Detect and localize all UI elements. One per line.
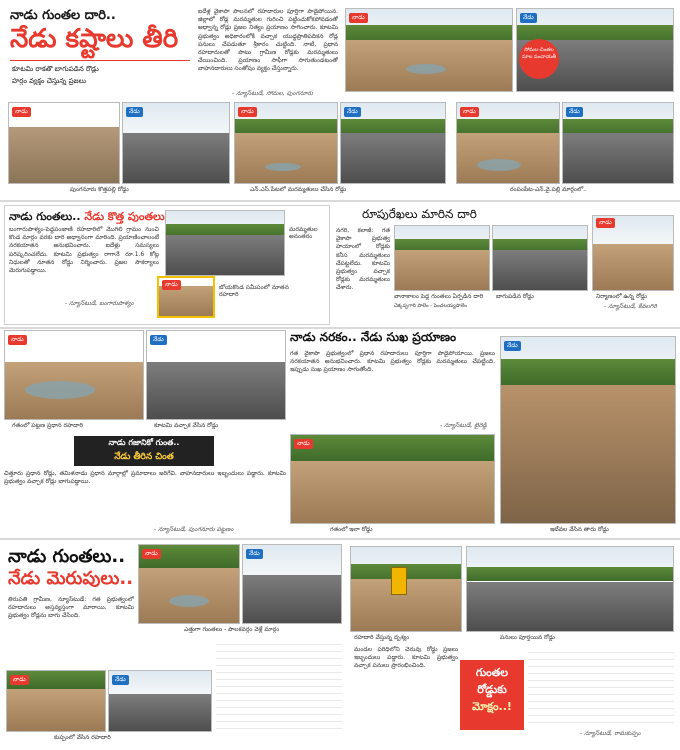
s6-body: తిరుపతి గ్రామీణ, న్యూస్‌టుడే: గత ప్రభుత్వంలో రహదారులు అస్తవ్యస్తంగా మారాయి. కూటమి ప్రభుత్వం రోడ్లను బాగు చేసింది. — [8, 596, 134, 620]
s6-photo-4-tag: నేడు — [112, 675, 129, 685]
s4-box-line-1: నాడు గజానికో గుంత.. — [108, 438, 180, 447]
s4-box — [74, 436, 214, 466]
s2-byline: - న్యూస్‌టుడే, బంగారుపాళ్యం — [65, 300, 134, 307]
s1-photo-6 — [562, 102, 674, 184]
s5-photo-after — [500, 336, 676, 524]
s3-photo-3-tag: నాడు — [596, 218, 615, 228]
s4-caption-1: గతంలో పట్టణ ప్రధాన రహదారి — [12, 422, 84, 429]
s1-tag-before: నాడు — [349, 13, 368, 23]
s1-bullet-2-text: హర్షం వ్యక్తం చేస్తున్న ప్రజలు — [12, 78, 87, 85]
s6-photo-2 — [242, 544, 342, 624]
s5-caption-1: గతంలో ఇలా రోడ్డు — [330, 526, 373, 533]
s6-photo-1 — [138, 544, 240, 624]
s3-photo-1 — [394, 225, 490, 291]
s4-photo-1 — [4, 330, 144, 420]
s6-photo-3 — [6, 670, 106, 732]
section-one — [0, 0, 680, 200]
s7-box-line-1: గుంతల — [475, 666, 509, 679]
s7-photo-1 — [350, 546, 462, 632]
s1-headline: నేడు కష్టాలు తీరి — [10, 24, 179, 54]
s4-caption-2: కూటమి వచ్చాక వేసిన రోడ్డు — [154, 422, 219, 429]
s1-body: ఐదేళ్ల వైకాపా పాలనలో రహదారుల పూర్తిగా పాడైపోయిన. జిల్లాలో రోడ్ల మరమ్మతుల గురించి పట్టించుకోకపోవడంతో అధ్వాన్న రోడ్లు ప్రజల నిత్యం ప్రయాణం సాగించారు. కూటమి ప్రభుత్వం అధికారంలోకి వచ్చాక యుద్ధప్రాతిపదికన రోడ్ల పనులు చేపడుతూ శ్రీకారం చుట్టింది. నాటి, ప్రధాన రహదారులతో పాటు గ్రామీణ రోడ్లకు మరమ్మతులు చేయించింది. ప్రయాణం సాఫీగా సాగుతుండటంతో వాహనదారులు సంతోషం వ్యక్తం చేస్తున్నారు. — [198, 8, 338, 73]
s4-photo-1-tag: నాడు — [8, 335, 27, 345]
s2-photo-main — [165, 210, 285, 276]
s3-body: నగరి, కలాజీ: గత వైకాపా ప్రభుత్వ హయాంలో రోడ్లకు కనీస మరమ్మతులు చేపట్టలేదు. కూటమి ప్రభుత్వం వచ్చాక రోడ్లకు మరమ్మతులు చేశారు. — [336, 227, 390, 292]
section-five — [290, 330, 676, 536]
s1-bullet-1 — [12, 66, 99, 73]
s1-caption-1: పుంగనూరు కొత్తపల్లి రోడ్డు — [70, 186, 129, 193]
s4-photo-2 — [146, 330, 286, 420]
s1-rule — [10, 60, 190, 61]
s3-byline: - న్యూస్‌టుడే, కేవలగిరి — [604, 303, 657, 310]
s2-caption: బోయకొండ సమీపంలో నూతన రహదారి — [219, 284, 289, 298]
s7-body: మండల పరిధిలోని చెరువు రోడ్డు ప్రజలు ఇబ్బందులు పడ్డారు. కూటమి ప్రభుత్వం వచ్చాక పనులు ప్రారంభించింది. — [354, 646, 458, 670]
s1-photo-3-tag: నాడు — [238, 107, 257, 117]
s7-caption-1: రహదారి వేస్తున్న దృశ్యం — [354, 634, 410, 641]
s1-photo-5 — [456, 102, 560, 184]
s3-headline: రూపురేఖలు మారిన దారి — [362, 207, 477, 221]
s1-badge: సోమల-చింతల మాల పంచాయతీ — [519, 39, 559, 79]
s7-caption-2: పనులు పూర్తయిన రోడ్డు — [500, 634, 555, 641]
s6-caption-1: ఎత్తుగా గుంతలు - పాలకవర్గం వెళ్లే మార్గం — [184, 626, 280, 633]
s7-body-2 — [528, 646, 674, 726]
s2-headline-text: నేడు కొత్త పుంతలు — [84, 210, 165, 223]
s1-photo-3 — [234, 102, 338, 184]
s1-tag-after: నేడు — [520, 13, 537, 23]
s6-body-2 — [216, 638, 342, 734]
s2-inset-caption: మరమ్మతుల అనంతరం — [289, 226, 318, 240]
s1-caption-3: రంపంపేట-ఎన్‌.వై.పల్లి మార్గంలో.. — [510, 186, 587, 193]
s2-kicker: నాడు గుంతలు.. — [9, 210, 81, 223]
s1-kicker: నాడు గుంతల దారి.. — [10, 8, 116, 23]
s2-photo-inset — [157, 276, 215, 318]
s7-box — [460, 660, 524, 730]
s6-photo-2-tag: నేడు — [246, 549, 263, 559]
s1-photo-before — [345, 8, 513, 92]
s2-body: బంగారుపాళ్యం-పెద్దపంజాణి రహదారిలో మొగిలి గ్రామం నుంచి కొండ మార్గం వరకు దారి అధ్వానంగా మారింది. ప్రయాణించాలంటే నరకయాతన అనుభవించారు. ఐదేళ్లు సమస్యలు పరిష్కరించలేదు. కూటమి ప్రభుత్వం రాగానే రూ.1.6 కోట్ల నిధులతో నూతన రోడ్డు నిర్మించారు. ప్రజల సౌకర్యాలు మెరుగుపడ్డాయి. — [9, 226, 159, 275]
s1-photo-4 — [340, 102, 446, 184]
s6-headline-1: నాడు గుంతలు.. — [8, 546, 126, 567]
s3-photo-3 — [592, 215, 674, 291]
s1-photo-2-tag: నేడు — [126, 107, 143, 117]
s6-caption-2: కుప్పంలో వేసిన రహదారి — [54, 734, 111, 741]
s7-byline: - న్యూస్‌టుడే, రామకుప్పం — [580, 730, 641, 737]
s7-photo-2 — [466, 546, 674, 632]
s1-caption-2: ఎన్.ఎస్.పేటలో మరమ్మతులు చేసిన రోడ్డు — [250, 186, 347, 193]
s4-box-line-2: నేడు తీరిన చింత — [114, 452, 174, 462]
s3-caption-3: నిర్మాణంలో ఉన్న రోడ్డు — [596, 293, 648, 300]
s5-caption-2: ఇటీవల వేసిన తారు రోడ్డు — [550, 526, 609, 533]
s4-byline: - న్యూస్‌టుడే, పుంగనూరు పట్టణం — [154, 526, 234, 533]
s7-box-line-3: మోక్షం..! — [472, 700, 512, 713]
s5-photo-after-tag: నేడు — [504, 341, 521, 351]
s1-bullet-1-text: కూటమి రాకతో బాగుపడిన రోడ్లు — [12, 66, 99, 73]
s5-photo-before — [290, 434, 495, 524]
s1-photo-after — [516, 8, 674, 92]
section-seven — [350, 542, 676, 746]
s1-photo-1-tag: నాడు — [12, 107, 31, 117]
s3-caption-2: బాగుపడిన రోడ్డు — [496, 293, 534, 300]
s4-body: చిత్తూరు ప్రధాన రోడ్లు, తమిళనాడు ప్రధాన మార్గాల్లో ప్రమాదాలు జరిగేవి. వాహనదారులు ఇబ్బందులు పడ్డారు. కూటమి ప్రభుత్వం వచ్చాక రోడ్లు బాగుపడ్డాయి. — [4, 470, 286, 486]
s1-byline: - న్యూస్‌టుడే, సోమల, పుంగనూరు — [232, 90, 313, 97]
s3-caption-1: వానాకాలం పెద్ద గుంతలు ఏర్పడిన దారి — [394, 293, 484, 300]
s1-bullet-2 — [12, 78, 86, 85]
section-six — [4, 542, 344, 746]
section-three — [336, 205, 676, 325]
s3-photo-2 — [492, 225, 588, 291]
s5-body: గత వైకాపా ప్రభుత్వంలో ప్రధాన రహదారులు పూర్తిగా పాడైపోయాయి. ప్రజలు నరకయాతన అనుభవించారు. కూటమి ప్రభుత్వం రోడ్లకు మరమ్మతులు చేపట్టింది. ఇప్పుడు సుఖ ప్రయాణం సాగుతోంది. — [290, 350, 495, 374]
s1-photo-6-tag: నేడు — [566, 107, 583, 117]
s6-photo-4 — [108, 670, 212, 732]
s1-photo-2 — [122, 102, 230, 184]
excavator-icon — [391, 567, 407, 595]
s6-photo-3-tag: నాడు — [10, 675, 29, 685]
s7-box-line-2: రోడ్డుకు — [477, 683, 507, 696]
s4-photo-2-tag: నేడు — [150, 335, 167, 345]
s1-photo-1 — [8, 102, 120, 184]
s6-photo-1-tag: నాడు — [142, 549, 161, 559]
s5-photo-before-tag: నాడు — [294, 439, 313, 449]
section-four — [4, 330, 288, 536]
s2-inset-tag: నాడు — [162, 280, 181, 290]
s2-headline — [9, 210, 165, 226]
s3-body-2 — [394, 303, 564, 323]
s1-photo-5-tag: నాడు — [460, 107, 479, 117]
section-two — [4, 205, 330, 325]
s6-headline-2: నేడు మెరుపులు.. — [8, 568, 134, 589]
s5-headline: నాడు నరకం.. నేడు సుఖ ప్రయాణం — [290, 330, 457, 344]
s3-extra: చెక్కప్పగారి పాలెం - పెంచలయ్యపాలెం — [394, 303, 467, 309]
s5-byline: - న్యూస్‌టుడే, బైరెడ్డి — [440, 422, 487, 429]
s1-photo-4-tag: నేడు — [344, 107, 361, 117]
